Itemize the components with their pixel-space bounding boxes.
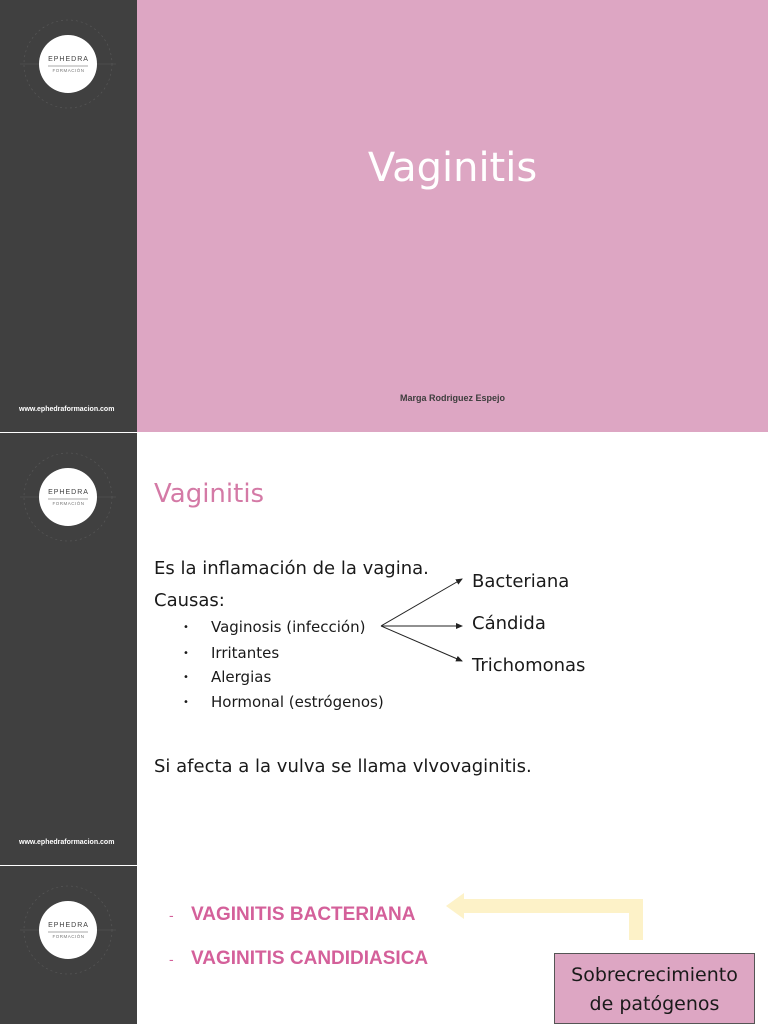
slide-title: Vaginitis <box>367 145 538 191</box>
bullet-icon: • <box>183 697 189 708</box>
definition-text: Es la inflamación de la vagina. <box>154 558 429 579</box>
pathogen-overgrowth-box <box>554 953 755 1024</box>
types-slide <box>0 866 768 1024</box>
ephedra-logo <box>0 0 137 124</box>
slide-heading: Vaginitis <box>154 479 265 509</box>
vulva-note: Si afecta a la vulva se llama vlvovaginitis. <box>154 756 532 777</box>
cause-candida: Cándida <box>472 613 546 634</box>
title-slide <box>0 0 768 432</box>
list-item-text: Hormonal (estrógenos) <box>211 693 384 711</box>
causes-label: Causas: <box>154 590 225 611</box>
arrow-trichomonas <box>381 626 462 661</box>
cause-trichomonas: Trichomonas <box>472 655 586 676</box>
box-line-1: Sobrecrecimiento <box>571 964 738 986</box>
dash-icon: - <box>169 950 174 967</box>
logo-subtitle: FORMACIÓN <box>52 934 85 939</box>
dash-icon: - <box>169 906 174 923</box>
list-item-text: Irritantes <box>211 644 280 662</box>
bullet-icon: • <box>183 648 189 659</box>
arrow-bacteriana <box>381 579 462 626</box>
content-slide <box>0 433 768 865</box>
bullet-icon: • <box>183 672 189 683</box>
list-item-text: VAGINITIS BACTERIANA <box>191 904 416 925</box>
list-item-text: Alergias <box>211 668 272 686</box>
logo-subtitle: FORMACIÓN <box>52 68 85 73</box>
list-item-text: Vaginosis (infección) <box>211 618 366 636</box>
website-link: www.ephedraformacion.com <box>19 839 115 846</box>
logo-name: EPHEDRA <box>48 56 89 63</box>
cause-bacteriana: Bacteriana <box>472 571 570 592</box>
list-item <box>169 948 428 970</box>
bullet-icon: • <box>183 622 189 633</box>
cause-arrows <box>0 433 768 865</box>
list-item-text: VAGINITIS CANDIDIASICA <box>191 948 429 969</box>
box-line-2: de patógenos <box>589 993 720 1015</box>
author-name: Marga Rodriguez Espejo <box>399 393 506 403</box>
sidebar <box>0 0 137 432</box>
logo-name: EPHEDRA <box>48 922 89 929</box>
list-item <box>169 904 415 926</box>
website-link: www.ephedraformacion.com <box>19 406 115 413</box>
logo-subtitle: FORMACIÓN <box>52 501 85 506</box>
logo-name: EPHEDRA <box>48 489 89 496</box>
